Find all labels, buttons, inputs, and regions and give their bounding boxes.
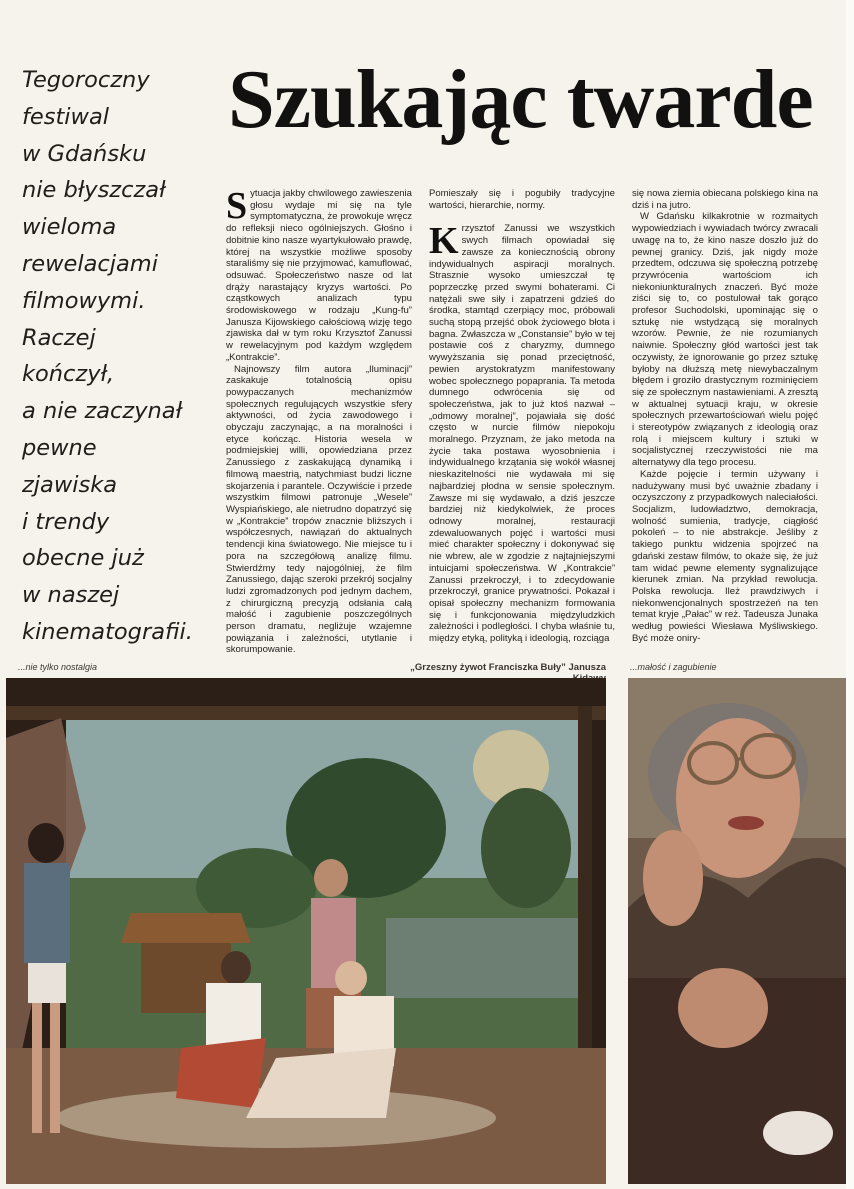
paragraph <box>429 220 615 645</box>
page-edge <box>846 0 854 1189</box>
paragraph-text: rzysztof Zanussi we wszystkich swych filmach opowiadał się zawsze za koniecznością obrony indywidualnych aspiracji moralnych. Strasznie wysoko umieszczał tę poprzeczkę przed swymi bohaterami. Ci natężali swe siły i zapatrzeni gdzieś do środka, stamtąd czerpiący moc, próbowali suchą stopą przejść obok życiowego błota i bagna. Zwłaszcza w „Constansie” było w tej postawie coś z charyzmy, dumnego wywyższania się ponad przeciętność, pewien arystokratyzm manifestowany wobec społecznego popaprania. Ta metoda dumnego odwrócenia się od społeczeństwa, jak to już ktoś nazwał – „odmowy moralnej”, pojawiała się dość często w nurcie filmów niepokoju moralnego. Przyznam, że jako metoda na życie taka postawa wyosobnienia i indywidualnego krzątania się wokół własnej nieskazitelności nie wydawała mi się najbardziej płodna w sensie społecznym. Zawsze mi się wydawało, a dziś jeszcze bardziej niż kiedykolwiek, że proces odnowy moralnej, restauracji zdewaluowanych pojęć i wartości musi mieć charakter społeczny i dokonywać się nie wbrew, ale w zgodzie z najtajniejszymi intuicjami społeczeństwa. W „Kontrakcie” Zanussi przekroczył, i to zdecydowanie przekroczył, granice prywatności. Pokazał i opisał społeczny mechanizm formowania się i funkcjonowania międzyludzkich zależności i podległości. I chyba właśnie tu, między etyką, polityką i ideologią, rozciąga <box>429 223 615 645</box>
paragraph: Każde pojęcie i termin używany i nadużywany musi być uważnie zbadany i oczyszczony z przypadkowych naleciałości. Socjalizm, ludowładztwo, demokracja, wolność sumienia, tradycje, ciągłość pokoleń – to nie abstrakcje. Jeśliby z takiego punktu widzenia spojrzeć na gdański zestaw filmów, to okaże się, że już tam widać pewne elementy sygnalizujące kierunek zmian. Na przykład rewolucja. Polska rewolucja. Ileż prawdziwych i niekonwencjonalnych spostrzeżeń na ten temat kryje „Pałac” w reż. Tadeusza Junaka według powieści Wiesława Myśliwskiego. Być może oniry- <box>632 468 818 644</box>
paragraph: Najnowszy film autora „Iluminacji” zaskakuje totalnością opisu powypaczanych mechanizmów społecznych regulujących wszystkie sfery aktywności, od życia zawodowego i obyczaju zaczynając, a na moralności i etyce kończąc. Historia wesela w podmiejskiej willi, opowiedziana przez Zanussiego z zaskakującą dynamiką i filmową maestrią, natychmiast budzi liczne skojarzenia i parantele. Oczywiście i przede wszystkim filmowi patronuje „Wesele” Wyspiańskiego, ale nietrudno dopatrzyć się w „Kontrakcie” tropów znacznie bliższych i współczesnych, nawiązań do aktualnych tendencji kina światowego. Nie miejsce tu i pora na szczegółową analizę filmu. Stwierdźmy tedy najogólniej, że film Zanussiego, dając szeroki przekrój socjalny ludzi zgromadzonych pod jednym dachem, z chirurgiczną precyzją odsłania całą małość i zagubienie poszczególnych person dramatu, negliżuje wzajemne powiązania i zależności, utytlanie i skorumpowanie. <box>226 363 412 656</box>
lede-line: pewne <box>22 434 97 461</box>
lede-line: a nie zaczynał <box>22 398 183 425</box>
lede-line: Tegoroczny <box>22 67 150 93</box>
lede <box>22 62 212 651</box>
photo-caption-left: ...nie tylko nostalgia <box>18 662 98 672</box>
paragraph-text: ytuacja jakby chwilowego zawieszenia głosu wydaje mi się na tyle symptomatyczna, że prowokuje wręcz do refleksji nieco ogólniejszych. Głośno i dobitnie kino nasze wyartykułowało prawdę, której na wszystkie możliwe sposoby staraliśmy się nie przyjmować, kamuflować, odsuwać. Społeczeństwo nasze od lat drąży narastający kryzys wartości. Po cząstkowych analizach typu środowiskowego w rodzaju „Kung-fu” Janusza Kijowskiego całościową wizję tego zjawiska dał w tym roku Krzysztof Zanussi w rewelacyjnym pod każdym względem „Kontrakcie”. <box>226 188 412 363</box>
paragraph: Pomieszały się i pogubiły tradycyjne wartości, hierarchie, normy. <box>429 188 615 211</box>
lede-line: kończył, <box>22 361 115 388</box>
paragraph: się nowa ziemia obiecana polskiego kina na dziś i na jutro. <box>632 188 818 211</box>
lede-line: nie błyszczał <box>22 177 166 204</box>
article-body <box>226 188 818 662</box>
lede-line: w Gdańsku <box>22 140 147 167</box>
photo-caption-right: ...małość i zagubienie <box>630 662 717 672</box>
film-still-photo <box>6 678 606 1184</box>
lede-line: Raczej <box>22 324 96 351</box>
lede-line: obecne już <box>22 545 144 572</box>
article-column-3 <box>632 188 818 662</box>
lede-line: kinematografii. <box>22 618 193 645</box>
lede-line: festiwal <box>22 103 110 130</box>
lede-line: zjawiska <box>22 471 118 498</box>
lede-line: w naszej <box>22 582 120 609</box>
film-credit-caption: „Grzeszny żywot Franciszka Buły” Janusza <box>410 662 606 673</box>
lede-line: wieloma <box>22 214 117 241</box>
article-column-1 <box>226 188 412 662</box>
dropcap: K <box>429 220 459 263</box>
article-column-2 <box>429 188 615 662</box>
dropcap: S <box>226 188 248 227</box>
lede-line: rewelacjami <box>22 250 158 277</box>
headline: Szukając twarde <box>228 53 813 146</box>
paragraph: W Gdańsku kilkakrotnie w rozmaitych wypowiedziach i wywiadach twórcy zwracali uwagę na to, że kino nasze doszło już do pewnej granicy. Dziś, jak nigdy może przedtem, odczuwa się społeczną potrzebę przywrócenia wartościom ich niekoniunkturalnych znaczeń. Być może ziści się to, co postulował tak gorąco profesor Suchodolski, upominając się o sztukę nie wstydzącą się moralnych wzorów. Pewnie, że nie rozumianych naiwnie. Społeczny głód wartości jest tak oczywisty, że ignorowanie go przez sztukę byłoby na dłuższą metę niewybaczalnym błędem i groziło drastycznym rozminięciem się ze społecznym nastawieniami. A zresztą w aktualnej sytuacji kraju, w okresie społecznych przewartościowań wielu pojęć i stereotypów związanych z ideologią oraz rolą i miejscem kultury i sztuki w socjalistycznej rzeczywistości nie ma alternatywy dla tego procesu. <box>632 211 818 469</box>
lede-line: filmowymi. <box>22 287 146 314</box>
paragraph <box>226 188 412 364</box>
portrait-photo <box>628 678 846 1184</box>
lede-line: i trendy <box>22 508 110 535</box>
